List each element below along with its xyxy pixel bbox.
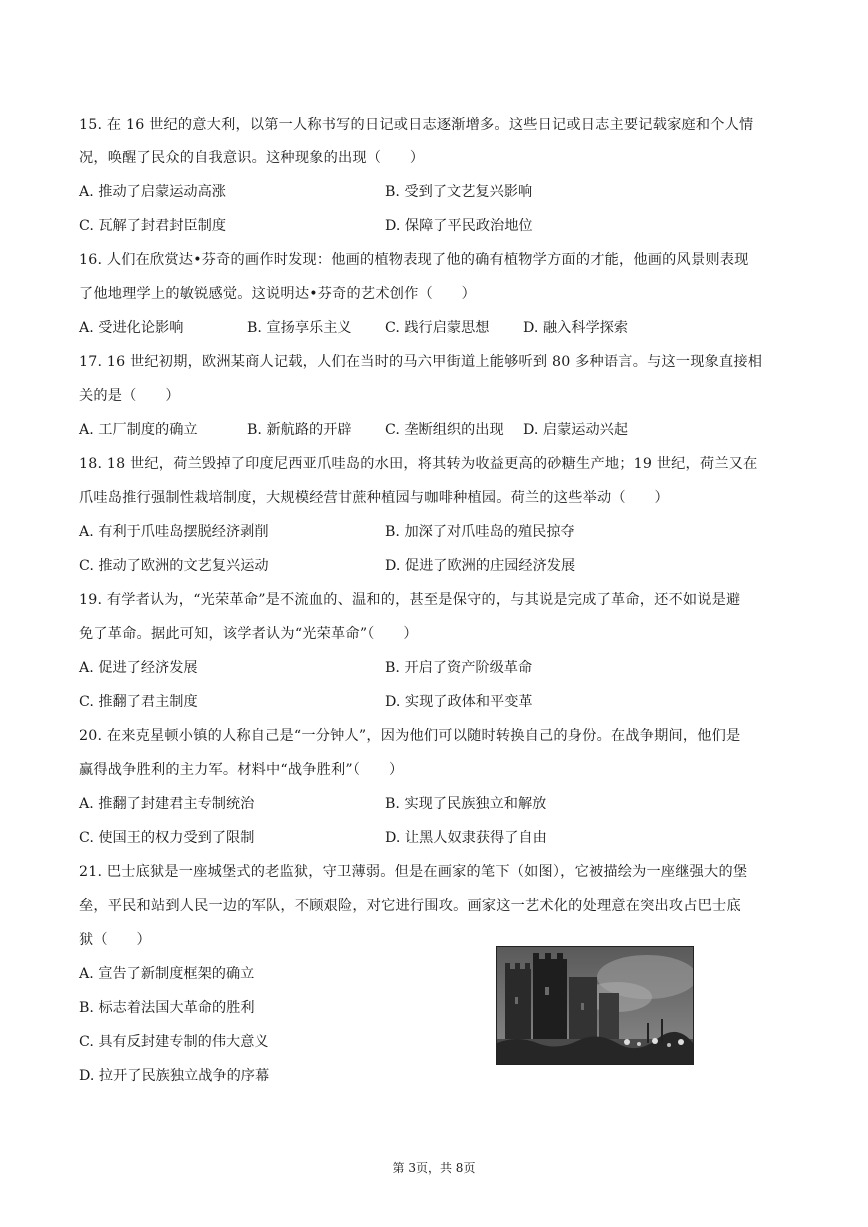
q15-option-a[interactable]: A. 推动了启蒙运动高涨 <box>79 184 226 200</box>
q20-option-c[interactable]: C. 使国王的权力受到了限制 <box>79 830 255 846</box>
q18-stem-line-2: 爪哇岛推行强制性栽培制度，大规模经营甘蔗种植园与咖啡种植园。荷兰的这些举动（ ） <box>79 490 669 506</box>
q18-option-d[interactable]: D. 促进了欧洲的庄园经济发展 <box>385 558 576 574</box>
q16-option-d[interactable]: D. 融入科学探索 <box>523 320 629 336</box>
q17-option-d[interactable]: D. 启蒙运动兴起 <box>523 422 629 438</box>
q15-stem-line-2: 况，唤醒了民众的自我意识。这种现象的出现（ ） <box>79 150 425 166</box>
q15-option-b[interactable]: B. 受到了文艺复兴影响 <box>385 184 533 200</box>
q17-option-c[interactable]: C. 垄断组织的出现 <box>385 422 504 438</box>
q20-option-b[interactable]: B. 实现了民族独立和解放 <box>385 796 547 812</box>
q18-option-b[interactable]: B. 加深了对爪哇岛的殖民掠夺 <box>385 524 575 540</box>
q21-stem-line-1: 21. 巴士底狱是一座城堡式的老监狱，守卫薄弱。但是在画家的笔下（如图），它被描绘为一座继强大的堡 <box>79 864 748 880</box>
q19-option-a[interactable]: A. 促进了经济发展 <box>79 660 198 676</box>
q18-option-a[interactable]: A. 有利于爪哇岛摆脱经济剥削 <box>79 524 269 540</box>
q21-option-d[interactable]: D. 拉开了民族独立战争的序幕 <box>79 1068 270 1084</box>
q20-stem-line-2: 赢得战争胜利的主力军。材料中“战争胜利”（ ） <box>79 762 404 778</box>
q18-option-c[interactable]: C. 推动了欧洲的文艺复兴运动 <box>79 558 269 574</box>
q19-option-d[interactable]: D. 实现了政体和平变革 <box>385 694 533 710</box>
q21-option-b[interactable]: B. 标志着法国大革命的胜利 <box>79 1000 255 1016</box>
q15-option-c[interactable]: C. 瓦解了封君封臣制度 <box>79 218 227 234</box>
q19-option-c[interactable]: C. 推翻了君主制度 <box>79 694 198 710</box>
q17-stem-line-1: 17. 16 世纪初期，欧洲某商人记载，人们在当时的马六甲街道上能够听到 80 多种语言。与这一现象直接相 <box>79 354 763 370</box>
bastille-painting-image <box>496 946 694 1065</box>
q18-stem-line-1: 18. 18 世纪，荷兰毁掉了印度尼西亚爪哇岛的水田，将其转为收益更高的砂糖生产地；19 世纪，荷兰又在 <box>79 456 758 472</box>
q19-stem-line-2: 免了革命。据此可知，该学者认为“光荣革命”（ ） <box>79 626 418 642</box>
q21-stem-line-2: 垒，平民和站到人民一边的军队，不顾艰险，对它进行围攻。画家这一艺术化的处理意在突出攻占巴士底 <box>79 898 741 914</box>
q17-option-b[interactable]: B. 新航路的开辟 <box>247 422 352 438</box>
q21-stem-line-3: 狱（ ） <box>79 932 151 948</box>
q17-option-a[interactable]: A. 工厂制度的确立 <box>79 422 198 438</box>
q20-option-a[interactable]: A. 推翻了封建君主专制统治 <box>79 796 255 812</box>
q20-stem-line-1: 20. 在来克星顿小镇的人称自己是“一分钟人”，因为他们可以随时转换自己的身份。在战争期间，他们是 <box>79 728 741 744</box>
q21-option-c[interactable]: C. 具有反封建专制的伟大意义 <box>79 1034 269 1050</box>
q19-stem-line-1: 19. 有学者认为，“光荣革命”是不流血的、温和的，甚至是保守的，与其说是完成了革命，还不如说是避 <box>79 592 741 608</box>
q20-option-d[interactable]: D. 让黑人奴隶获得了自由 <box>385 830 547 846</box>
q16-option-c[interactable]: C. 践行启蒙思想 <box>385 320 490 336</box>
page-number-footer: 第 3页，共 8页 <box>392 1161 476 1175</box>
q16-option-b[interactable]: B. 宣扬享乐主义 <box>247 320 352 336</box>
q19-option-b[interactable]: B. 开启了资产阶级革命 <box>385 660 533 676</box>
q16-option-a[interactable]: A. 受进化论影响 <box>79 320 184 336</box>
q15-stem-line-1: 15. 在 16 世纪的意大利，以第一人称书写的日记或日志逐渐增多。这些日记或日志主要记载家庭和个人情 <box>79 117 754 133</box>
q15-option-d[interactable]: D. 保障了平民政治地位 <box>385 218 533 234</box>
q21-option-a[interactable]: A. 宣告了新制度框架的确立 <box>79 966 255 982</box>
q17-stem-line-2: 关的是（ ） <box>79 388 180 404</box>
q16-stem-line-2: 了他地理学上的敏锐感觉。这说明达•芬奇的艺术创作（ ） <box>79 286 477 302</box>
q16-stem-line-1: 16. 人们在欣赏达•芬奇的画作时发现：他画的植物表现了他的确有植物学方面的才能，他画的风景则表现 <box>79 252 749 268</box>
